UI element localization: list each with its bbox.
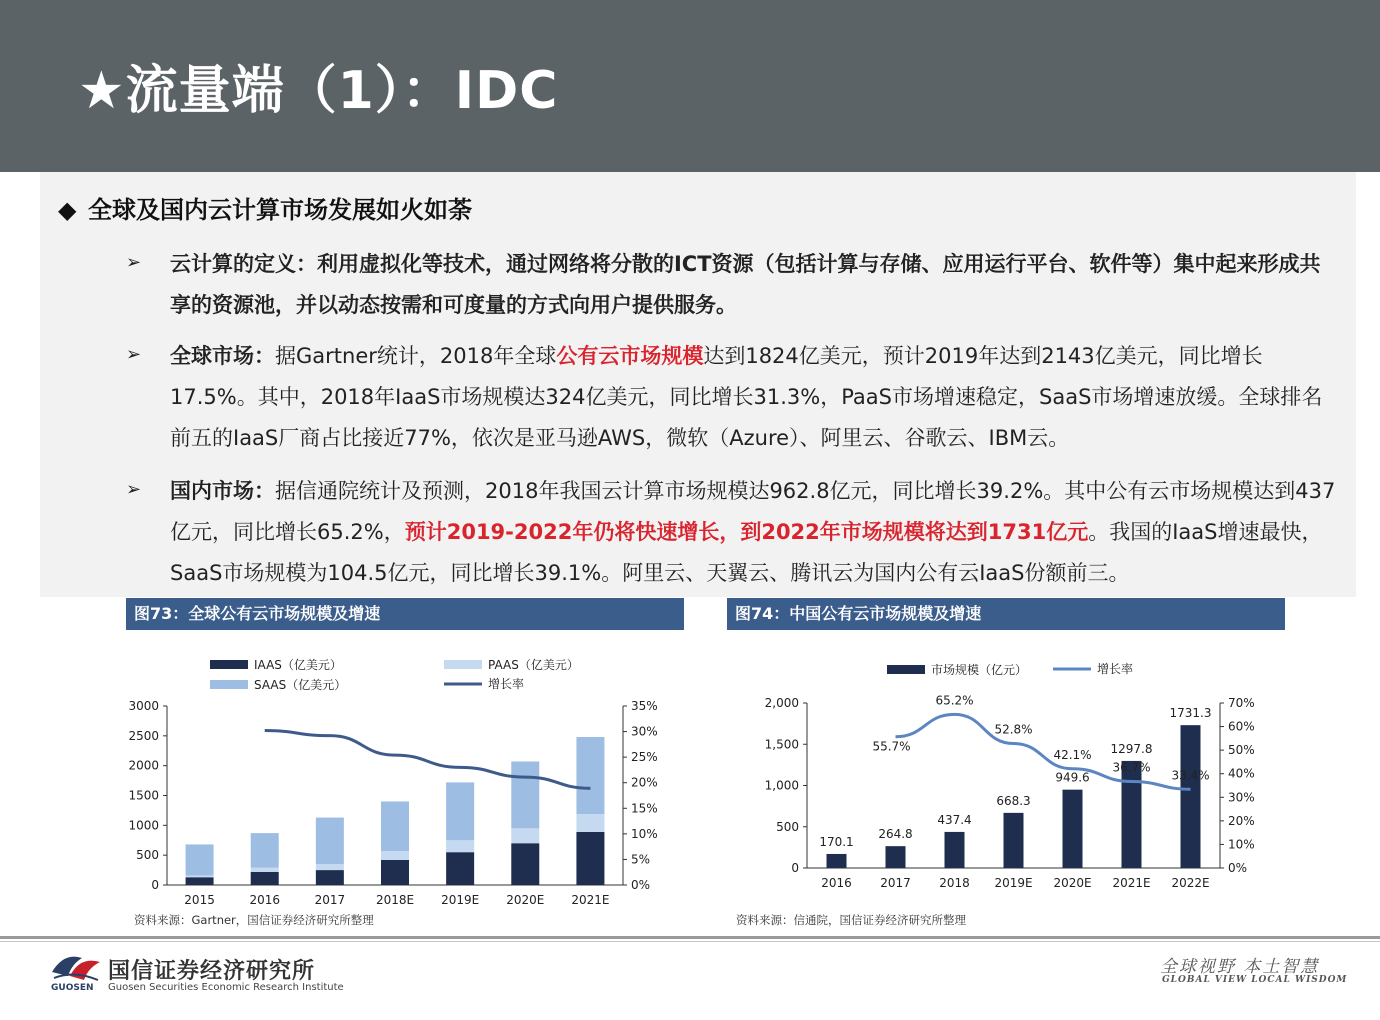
global-cloud-chart bbox=[120, 640, 680, 910]
legend-swatch bbox=[887, 665, 925, 674]
fig74-title: 图74：中国公有云市场规模及增速 bbox=[727, 598, 1285, 630]
x-tick-label: 2018 bbox=[939, 876, 970, 890]
paragraph-definition bbox=[170, 244, 1338, 326]
y-tick-label: 2,000 bbox=[764, 696, 799, 710]
paragraph-domestic-market bbox=[170, 471, 1338, 594]
growth-rate-line bbox=[265, 731, 591, 789]
bar-1 bbox=[381, 851, 409, 860]
x-tick-label: 2016 bbox=[821, 876, 852, 890]
x-tick-label: 2016 bbox=[249, 893, 280, 907]
x-tick-label: 2018E bbox=[375, 893, 415, 907]
bar-0 bbox=[827, 854, 847, 868]
y2-tick-label: 70% bbox=[1228, 696, 1255, 710]
paragraph-global-market bbox=[170, 336, 1338, 459]
slogan: 全球视野 本土智慧 bbox=[1160, 957, 1320, 977]
bar-1 bbox=[251, 868, 279, 872]
bar-2 bbox=[381, 801, 409, 851]
logo-name: 国信证券经济研究所 bbox=[108, 959, 316, 984]
bar-1 bbox=[511, 828, 539, 843]
y2-tick-label: 15% bbox=[631, 801, 658, 816]
paragraph-label: 云计算的定义： bbox=[170, 252, 317, 276]
growth-rate-label: 36.7% bbox=[1112, 760, 1151, 775]
y-tick-label: 500 bbox=[136, 848, 159, 863]
growth-rate-label: 42.1% bbox=[1053, 747, 1092, 762]
y2-tick-label: 0% bbox=[631, 878, 651, 892]
bar-0 bbox=[381, 860, 409, 885]
diamond-bullet-icon: ◆ bbox=[58, 196, 77, 224]
arrow-bullet-icon: ➢ bbox=[126, 479, 142, 500]
bar-0 bbox=[576, 832, 604, 885]
bar-0 bbox=[886, 846, 906, 868]
bar-0 bbox=[1004, 813, 1024, 868]
paragraph-text: 据信通院统计及预测，2018年我国云计算市场规模达962.8亿元，同比增长39.2%。其中公有云市场规模达到437亿元，同比增长65.2%， bbox=[170, 479, 1336, 544]
title-bar bbox=[0, 0, 1380, 172]
paragraph-label: 国内市场： bbox=[170, 479, 275, 503]
highlight-text: 公有云市场规模 bbox=[556, 344, 704, 368]
y2-tick-label: 50% bbox=[1228, 743, 1255, 758]
logo-short-name: GUOSEN bbox=[51, 983, 94, 993]
x-tick-label: 2019E bbox=[994, 876, 1033, 890]
y-tick-label: 500 bbox=[776, 819, 799, 834]
bar-2 bbox=[186, 844, 214, 875]
bar-0 bbox=[1063, 790, 1083, 868]
fig74-source: 资料来源：信通院，国信证券经济研究所整理 bbox=[736, 913, 966, 927]
growth-rate-label: 52.8% bbox=[994, 722, 1033, 737]
bar-0 bbox=[1181, 725, 1201, 868]
bar-0 bbox=[251, 872, 279, 885]
legend-swatch bbox=[210, 680, 248, 689]
legend-label: SAAS（亿美元） bbox=[254, 678, 347, 692]
slogan-english: GLOBAL VIEW LOCAL WISDOM bbox=[1162, 975, 1348, 985]
bar-2 bbox=[446, 782, 474, 840]
growth-rate-label: 55.7% bbox=[872, 739, 911, 754]
y-tick-label: 1,000 bbox=[764, 778, 799, 793]
bar-2 bbox=[511, 761, 539, 828]
bar-value-label: 170.1 bbox=[819, 834, 854, 849]
legend-swatch bbox=[210, 660, 248, 669]
legend-swatch bbox=[444, 660, 482, 669]
bar-0 bbox=[1122, 761, 1142, 868]
x-tick-label: 2017 bbox=[314, 893, 346, 907]
bar-0 bbox=[316, 870, 344, 885]
y2-tick-label: 10% bbox=[631, 826, 658, 841]
legend-label: IAAS（亿美元） bbox=[254, 658, 342, 672]
x-tick-label: 2015 bbox=[184, 893, 215, 907]
x-tick-label: 2020E bbox=[1053, 876, 1092, 890]
footer-divider bbox=[0, 936, 1380, 939]
x-tick-label: 2021E bbox=[1112, 876, 1151, 890]
bar-value-label: 437.4 bbox=[937, 812, 972, 827]
y-tick-label: 1000 bbox=[128, 818, 159, 833]
logo-english-name: Guosen Securities Economic Research Institute bbox=[108, 982, 344, 993]
highlight-text: 预计2019-2022年仍将快速增长，到2022年市场规模将达到1731亿元 bbox=[404, 520, 1089, 544]
y2-tick-label: 5% bbox=[631, 852, 651, 867]
y2-tick-label: 10% bbox=[1228, 837, 1255, 852]
bar-0 bbox=[186, 877, 214, 885]
y-tick-label: 2500 bbox=[128, 728, 159, 743]
bar-value-label: 949.6 bbox=[1055, 770, 1090, 785]
y-tick-label: 1,500 bbox=[764, 737, 799, 752]
y-tick-label: 3000 bbox=[128, 699, 159, 713]
y2-tick-label: 20% bbox=[631, 775, 658, 790]
x-tick-label: 2020E bbox=[506, 893, 545, 907]
x-tick-label: 2019E bbox=[441, 893, 480, 907]
y2-tick-label: 40% bbox=[1228, 766, 1255, 781]
y2-tick-label: 30% bbox=[631, 724, 658, 739]
y2-tick-label: 60% bbox=[1228, 719, 1255, 734]
x-tick-label: 2022E bbox=[1171, 876, 1210, 890]
fig73-source: 资料来源：Gartner，国信证券经济研究所整理 bbox=[134, 913, 374, 927]
legend-label: 增长率 bbox=[488, 677, 525, 691]
bar-1 bbox=[576, 814, 604, 832]
legend-label: 市场规模（亿元） bbox=[931, 663, 1028, 677]
paragraph-text: 。我国的IaaS增速最快，SaaS市场规模为104.5亿元，同比增长39.1%。阿里云、天翼云、腾讯云为国内公有云IaaS份额前三。 bbox=[170, 520, 1323, 585]
growth-rate-label: 33.4% bbox=[1171, 768, 1210, 783]
bar-2 bbox=[251, 833, 279, 868]
y-tick-label: 0 bbox=[151, 878, 159, 892]
section-heading-text: 全球及国内云计算市场发展如火如荼 bbox=[88, 196, 472, 224]
bar-0 bbox=[511, 843, 539, 885]
bar-1 bbox=[446, 840, 474, 852]
bar-1 bbox=[186, 875, 214, 877]
bar-value-label: 264.8 bbox=[878, 827, 913, 842]
growth-rate-label: 65.2% bbox=[935, 693, 974, 708]
china-cloud-chart bbox=[727, 640, 1287, 910]
bar-1 bbox=[316, 864, 344, 870]
bar-2 bbox=[316, 818, 344, 865]
x-tick-label: 2017 bbox=[880, 876, 911, 890]
y2-tick-label: 20% bbox=[1228, 813, 1255, 828]
y2-tick-label: 25% bbox=[631, 750, 658, 765]
footer-divider-thin bbox=[0, 941, 1380, 942]
bar-0 bbox=[945, 832, 965, 868]
section-heading bbox=[58, 190, 472, 225]
guosen-logo-icon bbox=[50, 950, 102, 984]
paragraph-text: 达到1824亿美元，预计2019年达到2143亿美元，同比增长17.5%。其中，2018年IaaS市场规模达324亿美元，同比增长31.3%，PaaS市场增速稳定，SaaS市场增速放缓。全球排名前五的IaaS厂商占比接近77%，依次是亚马逊AWS，微软（Azure）、阿里云、谷歌云、IBM云。 bbox=[170, 344, 1323, 450]
fig73-title: 图73：全球公有云市场规模及增速 bbox=[126, 598, 684, 630]
legend-label: 增长率 bbox=[1097, 662, 1134, 676]
bar-0 bbox=[446, 852, 474, 885]
bar-value-label: 1731.3 bbox=[1169, 706, 1212, 721]
page-title: ★流量端（1）：IDC bbox=[78, 61, 559, 121]
y2-tick-label: 0% bbox=[1228, 861, 1248, 875]
y2-tick-label: 35% bbox=[631, 699, 658, 713]
y-tick-label: 2000 bbox=[128, 758, 159, 773]
x-tick-label: 2021E bbox=[571, 893, 610, 907]
legend-label: PAAS（亿美元） bbox=[488, 658, 579, 672]
bar-2 bbox=[576, 737, 604, 814]
arrow-bullet-icon: ➢ bbox=[126, 344, 142, 365]
paragraph-label: 全球市场： bbox=[170, 344, 275, 368]
y2-tick-label: 30% bbox=[1228, 790, 1255, 805]
bar-value-label: 1297.8 bbox=[1110, 741, 1153, 756]
y-tick-label: 1500 bbox=[128, 788, 159, 803]
paragraph-text: 据Gartner统计，2018年全球 bbox=[275, 344, 557, 368]
bar-value-label: 668.3 bbox=[996, 793, 1031, 808]
arrow-bullet-icon: ➢ bbox=[126, 252, 142, 273]
paragraph-text: 利用虚拟化等技术，通过网络将分散的ICT资源（包括计算与存储、应用运行平台、软件等）集中起来形成共享的资源池，并以动态按需和可度量的方式向用户提供服务。 bbox=[170, 252, 1321, 317]
y-tick-label: 0 bbox=[791, 861, 799, 875]
